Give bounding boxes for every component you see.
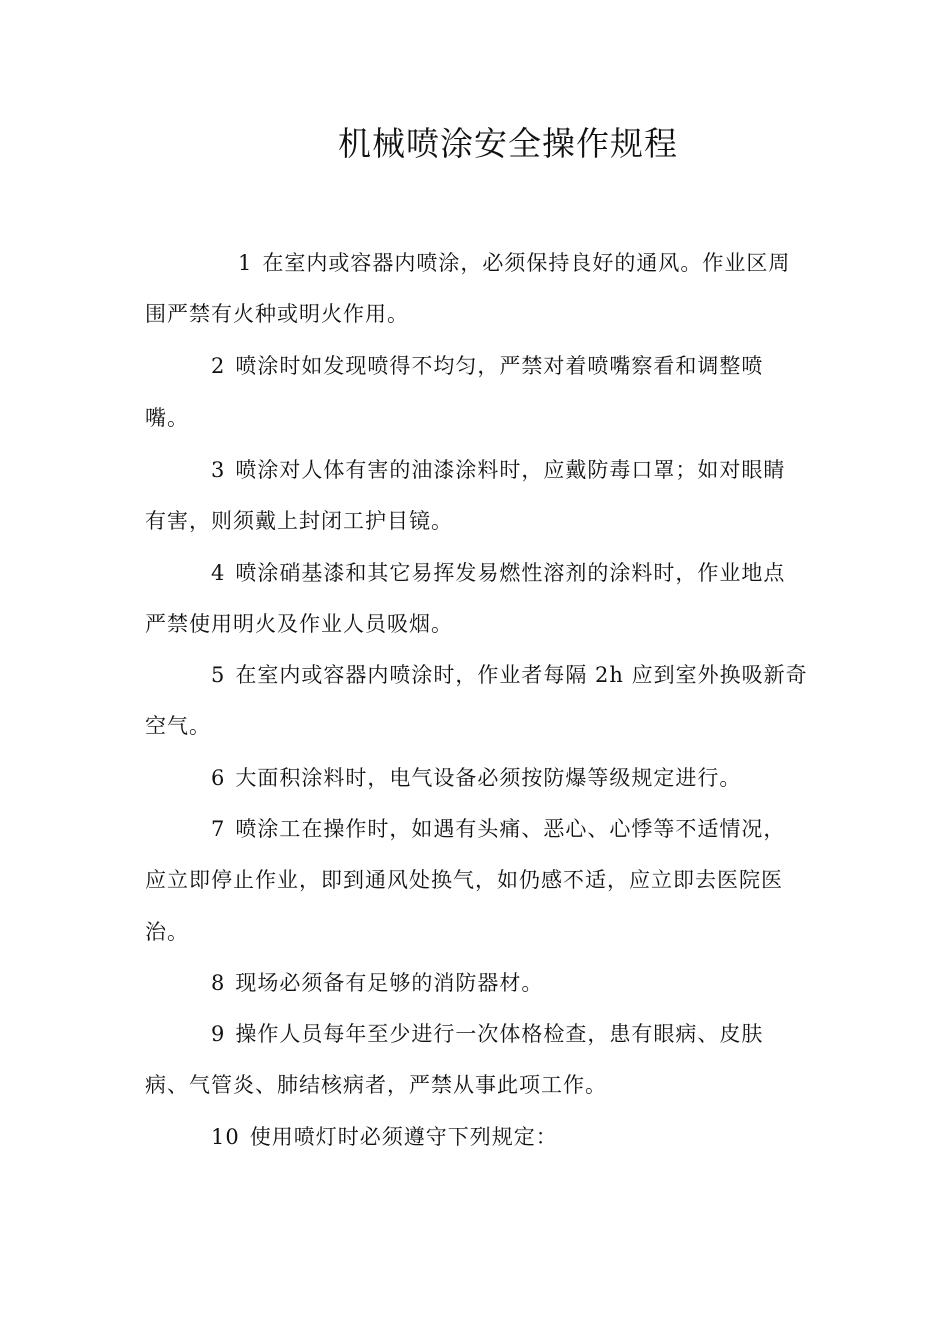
item-number: 4 [211,561,226,585]
line-text: 在室内或容器内喷涂时，作业者每隔 2h 应到室外换吸新奇 [235,663,808,687]
item-number: 7 [211,817,226,841]
line-item-8 [211,967,543,999]
line-text: 有害，则须戴上封闭工护目镜。 [145,509,453,533]
line-text: 喷涂工在操作时，如遇有头痛、恶心、心悸等不适情况， [235,817,786,841]
document-title: 机械喷涂安全操作规程 [338,124,678,163]
line-continuation [145,505,453,537]
line-item-7 [211,813,785,845]
line-continuation [145,402,189,434]
item-number: 1 [238,251,253,275]
line-text: 嘴。 [145,406,189,430]
line-text: 空气。 [145,714,211,738]
line-item-4 [211,557,785,589]
line-text: 围严禁有火种或明火作用。 [145,302,409,326]
line-text: 使用喷灯时必须遵守下列规定： [249,1125,558,1149]
line-item-1 [238,247,790,279]
line-item-6 [211,762,741,794]
line-text: 喷涂时如发现喷得不均匀，严禁对着喷嘴察看和调整喷 [235,354,764,378]
line-continuation [145,1069,607,1101]
item-number: 5 [211,663,226,687]
line-item-9 [211,1018,763,1050]
line-text: 现场必须备有足够的消防器材。 [235,971,544,995]
line-continuation [145,710,211,742]
line-text: 在室内或容器内喷涂，必须保持良好的通风。作业区周 [262,251,791,275]
line-text: 严禁使用明火及作业人员吸烟。 [145,612,453,636]
item-number: 6 [211,766,226,790]
line-text: 治。 [145,920,189,944]
line-text: 病、气管炎、肺结核病者，严禁从事此项工作。 [145,1073,607,1097]
item-number: 9 [211,1022,226,1046]
line-item-2 [211,350,763,382]
line-text: 喷涂对人体有害的油漆涂料时，应戴防毒口罩；如对眼睛 [235,458,786,482]
line-item-5 [211,659,808,691]
item-number: 3 [211,458,226,482]
line-continuation [145,608,453,640]
line-text: 喷涂硝基漆和其它易挥发易燃性溶剂的涂料时，作业地点 [235,561,786,585]
line-text: 大面积涂料时，电气设备必须按防爆等级规定进行。 [235,766,742,790]
item-number: 10 [211,1125,240,1149]
line-item-3 [211,454,785,486]
line-continuation [145,916,189,948]
line-text: 应立即停止作业，即到通风处换气，如仍感不适，应立即去医院医 [145,868,783,892]
line-continuation [145,864,783,896]
item-number: 8 [211,971,226,995]
line-continuation [145,298,409,330]
item-number: 2 [211,354,226,378]
line-item-10 [211,1121,558,1153]
line-text: 操作人员每年至少进行一次体格检查，患有眼病、皮肤 [235,1022,764,1046]
